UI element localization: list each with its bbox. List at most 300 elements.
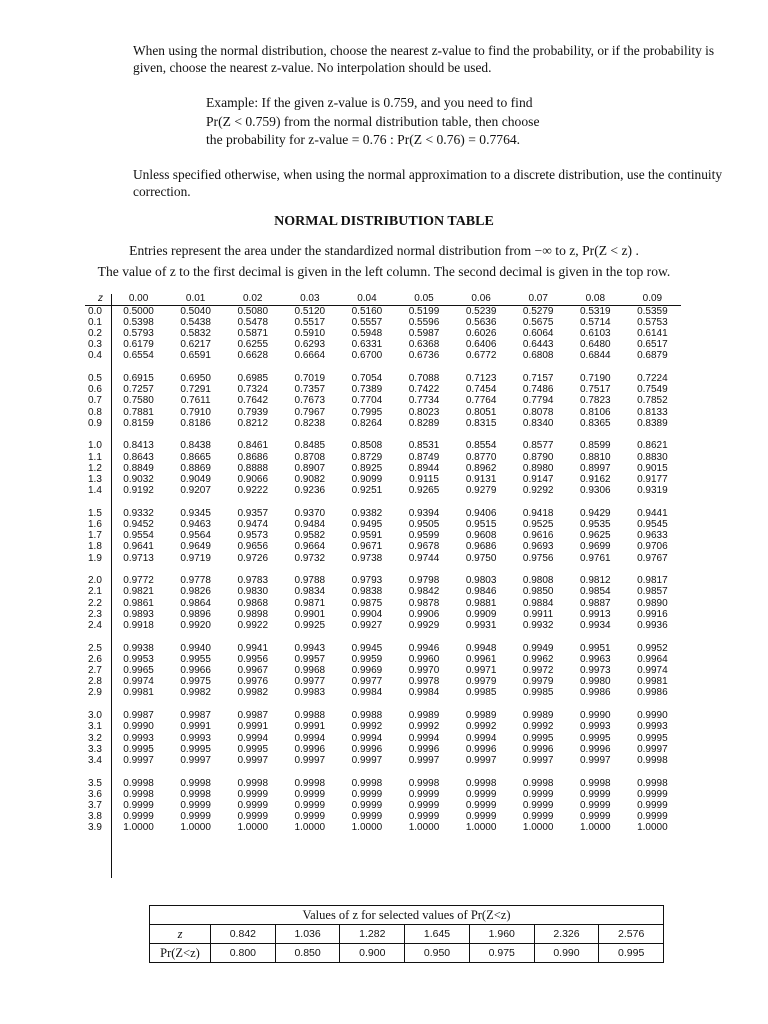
table-cell: 0.6915 (123, 372, 154, 384)
table-cell: 0.9993 (580, 721, 611, 733)
table-cell: 0.8997 (580, 462, 611, 474)
table-cell: 0.7995 (351, 406, 383, 418)
table-cell: 0.9693 (522, 541, 554, 553)
table-cell: 0.9998 (180, 788, 211, 800)
table-cell: 0.7939 (237, 406, 269, 418)
selected-p-value: 0.975 (470, 944, 535, 962)
table-cell: 0.8106 (580, 406, 611, 418)
table-cell: 0.6103 (580, 327, 611, 339)
selected-p-value: 0.800 (211, 944, 276, 962)
row-z-value: 1.0 (88, 440, 102, 452)
table-cell: 0.8980 (522, 462, 554, 474)
row-z-value: 2.4 (88, 620, 102, 631)
table-cell: 0.9998 (351, 777, 383, 789)
table-row (85, 789, 681, 800)
table-cell: 0.8438 (180, 440, 211, 452)
table-row (85, 575, 681, 586)
table-cell: 0.9999 (123, 799, 154, 811)
table-cell: 0.7357 (294, 384, 326, 396)
table-row (85, 418, 681, 429)
table-cell: 0.9987 (237, 710, 269, 722)
table-cell: 0.9861 (123, 597, 154, 609)
row-z-value: 1.9 (88, 552, 102, 564)
table-cell: 0.9979 (465, 676, 497, 688)
table-cell: 0.8770 (465, 451, 497, 463)
table-cell: 0.9871 (294, 597, 326, 609)
table-row (85, 620, 681, 631)
table-cell: 0.9994 (408, 732, 440, 744)
table-cell: 0.6293 (294, 339, 326, 351)
table-cell: 0.9980 (580, 676, 611, 688)
table-cell: 0.9998 (123, 788, 154, 800)
table-cell: 0.9049 (180, 473, 211, 485)
table-cell: 0.9988 (294, 710, 326, 722)
table-cell: 0.9999 (408, 799, 440, 811)
row-z-value: 3.0 (88, 710, 102, 722)
example-block (206, 94, 626, 150)
table-cell: 0.6879 (637, 350, 668, 362)
table-cell: 0.8577 (522, 440, 554, 452)
table-cell: 0.9582 (294, 530, 326, 542)
table-cell: 0.9999 (294, 811, 326, 823)
row-z-value: 3.6 (88, 788, 102, 800)
table-cell: 0.9997 (123, 754, 154, 766)
table-cell: 0.7486 (522, 384, 554, 396)
table-cell: 0.9998 (237, 777, 269, 789)
table-cell: 0.7291 (180, 384, 211, 396)
table-cell: 0.9999 (123, 811, 154, 823)
table-cell: 0.9678 (408, 541, 440, 553)
table-row (85, 530, 681, 541)
selected-p-row (150, 943, 663, 962)
table-cell: 0.5596 (408, 316, 440, 328)
row-z-value: 2.8 (88, 676, 102, 688)
table-cell: 0.9983 (294, 687, 326, 699)
selected-values-caption: Values of z for selected values of Pr(Z<z) (150, 906, 663, 925)
table-cell: 0.5478 (237, 316, 269, 328)
table-cell: 0.8944 (408, 462, 440, 474)
table-cell: 0.9992 (465, 721, 497, 733)
table-cell: 0.9864 (180, 597, 211, 609)
table-cell: 0.9394 (408, 507, 440, 519)
row-z-value: 1.3 (88, 473, 102, 485)
table-cell: 1.0000 (123, 822, 154, 834)
row-z-value: 2.1 (88, 586, 102, 598)
table-cell: 0.9997 (465, 754, 497, 766)
table-cell: 0.6331 (351, 339, 383, 351)
table-cell: 0.6950 (180, 372, 211, 384)
table-cell: 0.5239 (465, 305, 497, 317)
table-cell: 0.9999 (637, 811, 668, 823)
table-cell: 0.8888 (237, 462, 269, 474)
table-cell: 0.9495 (351, 519, 383, 530)
table-cell: 0.9990 (123, 721, 154, 733)
table-cell: 0.7517 (580, 384, 611, 396)
table-cell: 0.6591 (180, 350, 211, 362)
table-cell: 0.9633 (637, 530, 668, 542)
table-cell: 0.6026 (465, 327, 497, 339)
table-cell: 0.7734 (408, 395, 440, 407)
table-cell: 0.6554 (123, 350, 154, 362)
table-cell: 0.9706 (637, 541, 668, 553)
table-cell: 0.9929 (408, 620, 440, 631)
table-cell: 0.6772 (465, 350, 497, 362)
table-cell: 0.8708 (294, 451, 326, 463)
table-cell: 0.9370 (294, 507, 326, 519)
selected-z-value: 1.282 (340, 925, 405, 943)
table-cell: 0.9999 (351, 811, 383, 823)
table-cell: 1.0000 (637, 822, 668, 834)
row-z-value: 1.4 (88, 485, 102, 497)
table-cell: 0.9222 (237, 485, 269, 497)
table-cell: 0.9918 (123, 620, 154, 631)
table-cell: 0.9988 (351, 710, 383, 722)
table-cell: 0.9525 (522, 519, 554, 530)
table-row (85, 350, 681, 361)
table-cell: 0.9857 (637, 586, 668, 598)
row-z-value: 3.9 (88, 822, 102, 834)
table-row (85, 811, 681, 822)
row-z-value: 0.7 (88, 395, 102, 407)
table-cell: 0.9798 (408, 575, 440, 587)
table-cell: 0.9744 (408, 552, 440, 564)
table-cell: 0.9959 (351, 653, 383, 665)
row-z-value: 1.1 (88, 451, 102, 463)
table-cell: 0.8186 (180, 417, 211, 429)
table-row (85, 317, 681, 328)
table-row (85, 676, 681, 687)
table-cell: 0.9279 (465, 485, 497, 497)
table-cell: 0.9192 (123, 485, 154, 497)
table-cell: 0.9967 (237, 665, 269, 677)
table-row (85, 306, 681, 317)
z-label-text: z (177, 927, 183, 941)
table-cell: 0.7190 (580, 372, 611, 384)
table-cell: 0.8051 (465, 406, 497, 418)
table-cell: 0.9943 (294, 642, 326, 654)
table-cell: 0.9452 (123, 519, 154, 530)
table-cell: 0.6664 (294, 350, 326, 362)
table-cell: 0.9429 (580, 507, 611, 519)
row-z-value: 0.4 (88, 350, 102, 362)
column-header: 0.03 (300, 293, 320, 304)
table-cell: 0.9994 (237, 732, 269, 744)
table-cell: 0.9940 (180, 642, 211, 654)
table-cell: 0.9994 (294, 732, 326, 744)
row-z-value: 2.9 (88, 687, 102, 699)
selected-z-value: 1.036 (276, 925, 341, 943)
selected-z-value: 2.576 (618, 928, 645, 940)
table-cell: 0.9972 (522, 665, 554, 677)
table-cell: 0.9995 (180, 743, 211, 755)
table-cell: 0.9960 (408, 653, 440, 665)
row-z-value: 3.1 (88, 721, 102, 733)
table-cell: 0.7454 (465, 384, 497, 396)
table-cell: 0.6064 (522, 327, 554, 339)
table-cell: 0.5199 (408, 305, 440, 317)
table-cell: 0.9996 (351, 743, 383, 755)
table-cell: 0.9999 (465, 799, 497, 811)
table-cell: 0.9015 (637, 462, 668, 474)
table-cell: 0.6141 (637, 327, 668, 339)
table-cell: 0.9545 (637, 519, 668, 530)
table-row (85, 778, 681, 789)
table-cell: 0.9998 (408, 777, 440, 789)
table-cell: 0.9999 (637, 799, 668, 811)
table-cell: 0.9382 (351, 507, 383, 519)
column-header: 0.04 (357, 293, 377, 304)
table-header-row (85, 294, 681, 306)
table-cell: 0.9838 (351, 586, 383, 598)
table-cell: 0.9999 (522, 799, 554, 811)
table-cell: 0.9985 (522, 687, 554, 699)
table-cell: 0.9961 (465, 653, 497, 665)
row-z-value: 3.5 (88, 777, 102, 789)
table-cell: 0.7549 (637, 384, 668, 396)
table-cell: 0.5557 (351, 316, 383, 328)
table-cell: 0.8133 (637, 406, 668, 418)
table-cell: 0.9922 (237, 620, 269, 631)
table-cell: 0.9591 (351, 530, 383, 542)
table-cell: 0.7967 (294, 406, 326, 418)
table-cell: 0.9772 (123, 575, 154, 587)
table-cell: 0.9998 (637, 754, 668, 766)
table-cell: 0.9945 (351, 642, 383, 654)
table-cell: 0.9999 (408, 788, 440, 800)
column-header: 0.08 (585, 293, 606, 304)
table-cell: 0.6217 (180, 339, 211, 351)
table-cell: 0.9998 (580, 777, 611, 789)
table-cell: 0.9989 (408, 710, 440, 722)
table-row (85, 822, 681, 833)
table-cell: 0.9934 (580, 620, 611, 631)
table-cell: 0.9767 (637, 552, 668, 564)
table-cell: 0.9976 (237, 676, 269, 688)
table-cell: 0.9984 (408, 687, 440, 699)
table-row (85, 744, 681, 755)
table-row (85, 800, 681, 811)
table-cell: 0.6736 (408, 350, 440, 362)
table-row (85, 508, 681, 519)
table-cell: 0.7764 (465, 395, 497, 407)
table-cell: 0.9982 (180, 687, 211, 699)
table-cell: 0.9893 (123, 608, 154, 620)
table-cell: 0.9850 (522, 586, 554, 598)
table-cell: 0.9999 (180, 811, 211, 823)
table-cell: 0.9884 (522, 597, 554, 609)
row-z-value: 2.7 (88, 665, 102, 677)
table-cell: 0.9975 (180, 676, 211, 688)
table-cell: 0.9896 (180, 608, 211, 620)
table-cell: 0.9977 (351, 676, 383, 688)
row-z-value: 0.9 (88, 417, 102, 429)
selected-p-value: 0.950 (405, 944, 470, 962)
table-cell: 0.9996 (522, 743, 554, 755)
table-cell: 0.8621 (637, 440, 668, 452)
table-row (85, 598, 681, 609)
column-header: 0.05 (414, 293, 434, 304)
table-cell: 0.8925 (351, 462, 383, 474)
table-cell: 0.9699 (580, 541, 611, 553)
row-z-value: 2.6 (88, 653, 102, 665)
table-cell: 0.9986 (580, 687, 611, 699)
table-cell: 0.8729 (351, 451, 383, 463)
table-cell: 0.9974 (637, 665, 668, 677)
table-cell: 0.6808 (522, 350, 554, 362)
table-cell: 0.9951 (580, 642, 611, 654)
table-cell: 0.9990 (637, 710, 668, 722)
table-row (85, 721, 681, 732)
table-cell: 0.9997 (408, 754, 440, 766)
row-z-value: 3.7 (88, 799, 102, 811)
table-cell: 0.9913 (580, 608, 611, 620)
table-cell: 0.6179 (123, 339, 154, 351)
table-cell: 0.6985 (237, 372, 269, 384)
table-cell: 0.5359 (637, 305, 668, 317)
table-cell: 0.9671 (351, 541, 383, 553)
table-cell: 0.5398 (123, 316, 154, 328)
table-cell: 0.6255 (237, 339, 269, 351)
table-cell: 1.0000 (237, 822, 269, 834)
table-row (85, 519, 681, 530)
column-header: 0.00 (128, 293, 149, 304)
table-cell: 0.9783 (237, 575, 269, 587)
row-z-value: 1.7 (88, 530, 102, 542)
table-cell: 0.9881 (465, 597, 497, 609)
table-cell: 0.7852 (637, 395, 668, 407)
table-cell: 0.9901 (294, 608, 326, 620)
table-cell: 0.7611 (180, 395, 211, 407)
table-cell: 0.9986 (637, 687, 668, 699)
table-row (85, 474, 681, 485)
table-cell: 0.9997 (180, 754, 211, 766)
table-cell: 0.8078 (522, 406, 554, 418)
table-cell: 0.7224 (637, 372, 668, 384)
table-cell: 0.9830 (237, 586, 269, 598)
table-cell: 0.9992 (522, 721, 554, 733)
table-cell: 0.9995 (637, 732, 668, 744)
row-z-value: 2.2 (88, 597, 102, 609)
row-z-value: 3.8 (88, 811, 102, 823)
table-cell: 0.8531 (408, 440, 440, 452)
table-cell: 0.7794 (522, 395, 554, 407)
table-cell: 0.9082 (294, 473, 326, 485)
table-cell: 0.9998 (522, 777, 554, 789)
table-cell: 0.9999 (294, 788, 326, 800)
table-cell: 0.9887 (580, 597, 611, 609)
table-cell: 0.9834 (294, 586, 326, 598)
table-cell: 0.9946 (408, 642, 440, 654)
table-cell: 0.8238 (294, 417, 326, 429)
table-cell: 0.9981 (123, 687, 154, 699)
table-cell: 0.9778 (180, 575, 211, 587)
table-cell: 0.9656 (237, 541, 269, 553)
table-cell: 0.9997 (351, 754, 383, 766)
table-cell: 0.9909 (465, 608, 497, 620)
table-cell: 0.8599 (580, 440, 611, 452)
table-description-1: Entries represent the area under the standardized normal distribution from −∞ to z, Pr(Z < z) . (129, 243, 639, 258)
table-cell: 1.0000 (522, 822, 554, 834)
table-cell: 0.9788 (294, 575, 326, 587)
table-row (85, 463, 681, 474)
table-cell: 0.9936 (637, 620, 668, 631)
group-spacer (85, 631, 681, 643)
row-z-value: 3.3 (88, 743, 102, 755)
table-row (85, 643, 681, 654)
table-cell: 0.8159 (123, 417, 154, 429)
selected-values-table (149, 905, 664, 963)
table-cell: 0.9953 (123, 653, 154, 665)
table-row (85, 452, 681, 463)
table-cell: 0.7642 (237, 395, 269, 407)
table-cell: 0.9904 (351, 608, 383, 620)
table-cell: 0.9686 (465, 541, 497, 553)
table-cell: 0.9608 (465, 530, 497, 542)
table-cell: 0.8869 (180, 462, 211, 474)
group-spacer (85, 699, 681, 711)
table-cell: 0.9956 (237, 653, 269, 665)
table-cell: 0.9999 (408, 811, 440, 823)
table-cell: 0.9147 (522, 473, 554, 485)
table-cell: 0.6700 (351, 350, 383, 362)
table-cell: 0.9997 (637, 743, 668, 755)
table-cell: 0.9990 (580, 710, 611, 722)
example-line-3: the probability for z-value = 0.76 : Pr(Z < 0.76) = 0.7764. (206, 132, 521, 147)
table-cell: 0.9826 (180, 586, 211, 598)
row-z-value: 1.2 (88, 462, 102, 474)
table-cell: 0.9821 (123, 586, 154, 598)
table-cell: 0.8849 (123, 462, 154, 474)
table-cell: 0.7157 (522, 372, 554, 384)
table-cell: 0.8485 (294, 440, 326, 452)
table-cell: 0.9115 (409, 473, 439, 485)
table-cell: 0.8830 (637, 451, 668, 463)
table-cell: 0.6443 (522, 339, 554, 351)
table-cell: 0.5753 (637, 316, 668, 328)
table-cell: 0.5910 (294, 327, 326, 339)
table-cell: 0.9761 (580, 552, 611, 564)
table-row (85, 339, 681, 350)
table-cell: 0.5160 (351, 305, 383, 317)
table-cell: 0.9970 (408, 665, 440, 677)
table-cell: 0.9999 (580, 799, 611, 811)
row-z-value: 2.0 (88, 575, 102, 587)
table-cell: 0.9996 (408, 743, 440, 755)
table-cell: 0.8686 (237, 451, 269, 463)
table-cell: 0.9969 (351, 665, 383, 677)
table-cell: 0.9989 (522, 710, 554, 722)
row-z-value: 3.2 (88, 732, 102, 744)
table-cell: 0.9726 (237, 552, 269, 564)
table-cell: 0.9999 (522, 788, 554, 800)
group-spacer (85, 496, 681, 508)
table-cell: 1.0000 (408, 822, 440, 834)
table-cell: 0.9993 (123, 732, 154, 744)
table-cell: 0.5714 (580, 316, 611, 328)
table-cell: 0.9474 (237, 519, 269, 530)
table-cell: 1.0000 (465, 822, 497, 834)
table-cell: 0.9418 (522, 507, 554, 519)
table-cell: 0.9808 (522, 575, 554, 587)
instructions-paragraph: When using the normal distribution, choose the nearest z-value to find the probability, or if the probability is given, choose the nearest z-value. No interpolation should be used. (133, 43, 715, 75)
table-cell: 0.9505 (408, 519, 440, 530)
table-cell: 0.9996 (580, 743, 611, 755)
table-row (85, 395, 681, 406)
table-cell: 0.9995 (123, 743, 154, 755)
table-cell: 0.9999 (351, 788, 383, 800)
table-cell: 0.8461 (237, 440, 269, 452)
table-cell: 0.9920 (180, 620, 211, 631)
